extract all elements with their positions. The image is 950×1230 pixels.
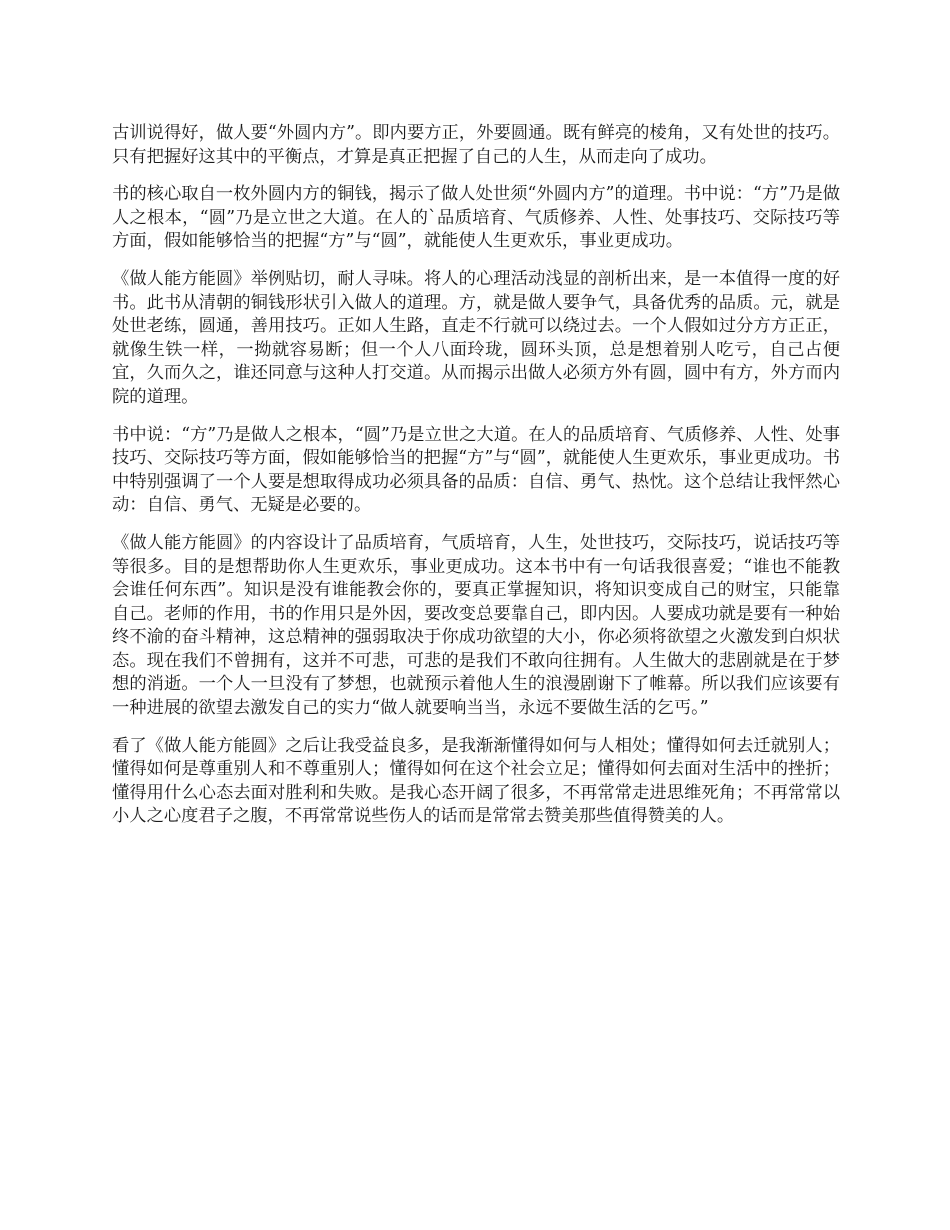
paragraph-3: 《做人能方能圆》举例贴切，耐人寻味。将人的心理活动浅显的剖析出来，是一本值得一度的好书。此书从清朝的铜钱形状引入做人的道理。方，就是做人要争气，具备优秀的品质。元，就是处世老练，圆通，善用技巧。正如人生路，直走不行就可以绕过去。一个人假如过分方方正正，就像生铁一样，一拗就容易断；但一个人八面玲珑，圆环头顶，总是想着别人吃亏，自己占便宜，久而久之，谁还同意与这种人打交道。从而揭示出做人必须方外有圆，圆中有方，外方而内院的道理。 bbox=[112, 268, 840, 407]
paragraph-4: 书中说：“方”乃是做人之根本，“圆”乃是立世之大道。在人的品质培育、气质修养、人性、处事技巧、交际技巧等方面，假如能够恰当的把握“方”与“圆”，就能使人生更欢乐，事业更成功。书中特别强调了一个人要是想取得成功必须具备的品质：自信、勇气、热忱。这个总结让我怦然心动：自信、勇气、无疑是必要的。 bbox=[112, 424, 840, 516]
paragraph-2: 书的核心取自一枚外圆内方的铜钱，揭示了做人处世须“外圆内方”的道理。书中说：“方”乃是做人之根本，“圆”乃是立世之大道。在人的`品质培育、气质修养、人性、处事技巧、交际技巧等方面，假如能够恰当的把握“方”与“圆”，就能使人生更欢乐，事业更成功。 bbox=[112, 184, 840, 252]
document-body bbox=[112, 122, 840, 843]
paragraph-6: 看了《做人能方能圆》之后让我受益良多，是我渐渐懂得如何与人相处；懂得如何去迁就别人；懂得如何是尊重别人和不尊重别人；懂得如何在这个社会立足；懂得如何去面对生活中的挫折；懂得用什么心态去面对胜利和失败。是我心态开阔了很多，不再常常走进思维死角；不再常常以小人之心度君子之腹，不再常常说些伤人的话而是常常去赞美那些值得赞美的人。 bbox=[112, 735, 840, 827]
paragraph-1: 古训说得好，做人要“外圆内方”。即内要方正，外要圆通。既有鲜亮的棱角，又有处世的技巧。只有把握好这其中的平衡点，才算是真正把握了自己的人生，从而走向了成功。 bbox=[112, 123, 840, 167]
paragraph-5: 《做人能方能圆》的内容设计了品质培育，气质培育，人生，处世技巧，交际技巧，说话技巧等等很多。目的是想帮助你人生更欢乐，事业更成功。这本书中有一句话我很喜爱；“谁也不能教会谁任何东西”。知识是没有谁能教会你的，要真正掌握知识，将知识变成自己的财宝，只能靠自己。老师的作用，书的作用只是外因，要改变总要靠自己，即内因。人要成功就是要有一种始终不渝的奋斗精神，这总精神的强弱取决于你成功欲望的大小，你必须将欲望之火激发到白炽状态。现在我们不曾拥有，这并不可悲，可悲的是我们不敢向往拥有。人生做大的悲剧就是在于梦想的消逝。一个人一旦没有了梦想，也就预示着他人生的浪漫剧谢下了帷幕。所以我们应该要有一种进展的欲望去激发自己的实力“做人就要响当当，永远不要做生活的乞丐。” bbox=[112, 532, 840, 719]
